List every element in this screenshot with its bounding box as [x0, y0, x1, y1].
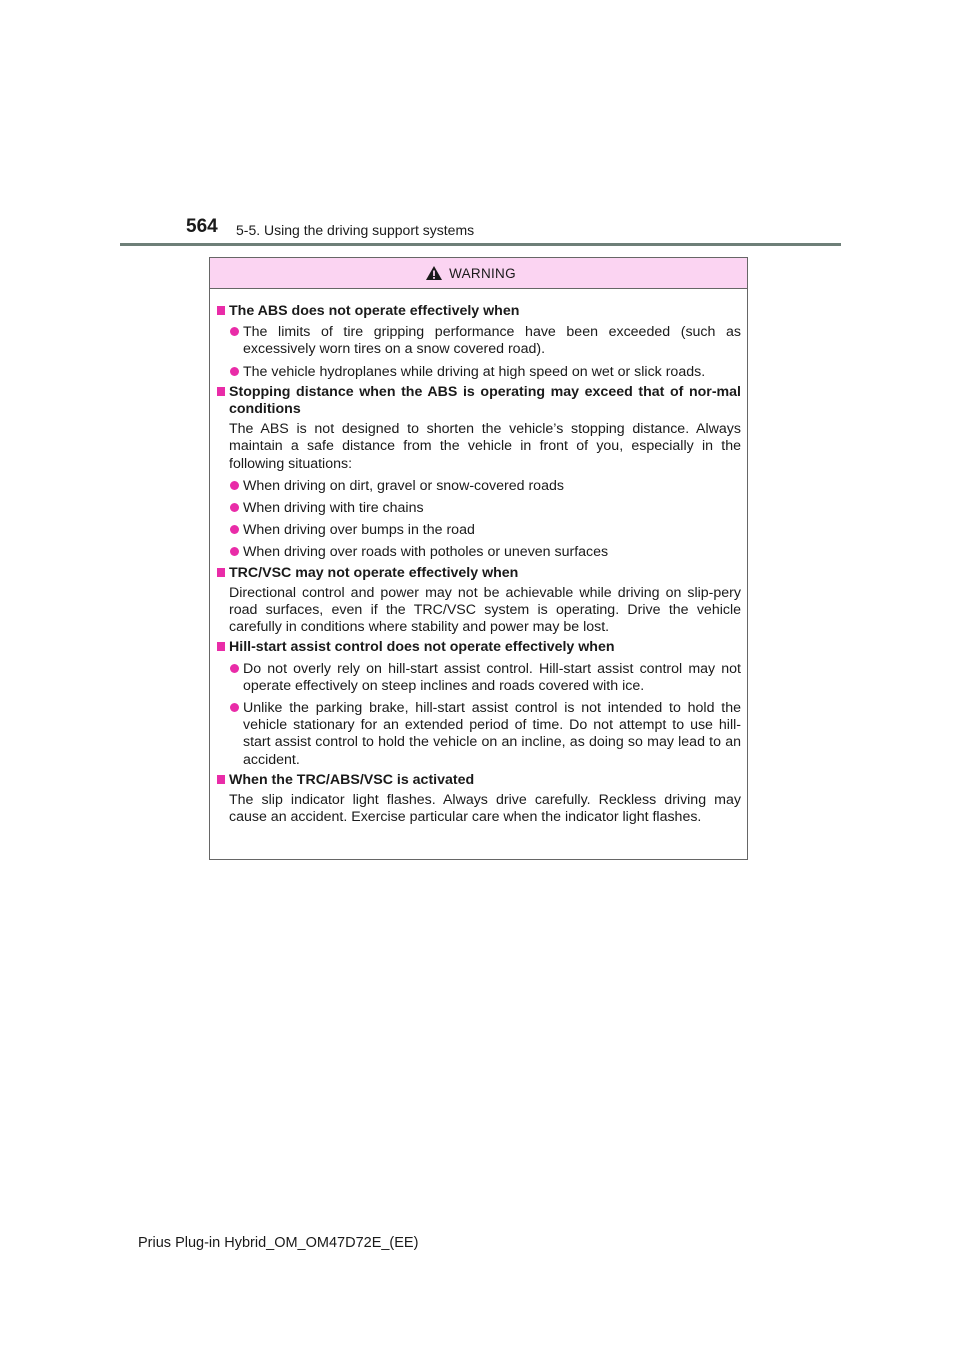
section-heading: Hill-start assist control does not operate effectively when: [217, 639, 741, 656]
circle-bullet-icon: [230, 703, 239, 712]
document-id-footer: Prius Plug-in Hybrid_OM_OM47D72E_(EE): [138, 1235, 419, 1251]
warning-label: WARNING: [449, 265, 516, 281]
warning-box: [209, 257, 748, 860]
list-item: Do not overly rely on hill-start assist control. Hill-start assist control may not operate effectively on steep inclines and roads covered with ice.: [217, 661, 741, 695]
circle-bullet-icon: [230, 525, 239, 534]
section-text: Directional control and power may not be achievable while driving on slip-pery road surfaces, even if the TRC/VSC system is operating. Drive the vehicle carefully in conditions where stability and power may be lost.: [229, 584, 741, 636]
circle-bullet-icon: [230, 664, 239, 673]
section-text: The slip indicator light flashes. Always drive carefully. Reckless driving may cause an accident. Exercise particular care when the indicator light flashes.: [229, 792, 741, 826]
list-item: The limits of tire gripping performance have been exceeded (such as excessively worn tires on a snow covered road).: [217, 324, 741, 358]
circle-bullet-icon: [230, 327, 239, 336]
square-bullet-icon: [217, 387, 225, 396]
list-item: Unlike the parking brake, hill-start assist control is not intended to hold the vehicle stationary for an extended period of time. Do not attempt to use hill-start assist control to hold the vehicle on an incline, as doing so may lead to an accident.: [217, 700, 741, 769]
warning-triangle-icon: [425, 265, 443, 281]
section-text: The ABS is not designed to shorten the vehicle’s stopping distance. Always maintain a safe distance from the vehicle in front of you, especially in the following situations:: [229, 421, 741, 472]
square-bullet-icon: [217, 642, 225, 651]
square-bullet-icon: [217, 568, 225, 577]
circle-bullet-icon: [230, 481, 239, 490]
section-heading: When the TRC/ABS/VSC is activated: [217, 772, 741, 789]
list-item: When driving on dirt, gravel or snow-covered roads: [217, 478, 741, 495]
section-heading: Stopping distance when the ABS is operating may exceed that of nor-mal conditions: [217, 384, 741, 418]
circle-bullet-icon: [230, 367, 239, 376]
circle-bullet-icon: [230, 503, 239, 512]
list-item: When driving over bumps in the road: [217, 522, 741, 539]
section-title: 5-5. Using the driving support systems: [236, 222, 475, 238]
list-item: The vehicle hydroplanes while driving at high speed on wet or slick roads.: [217, 364, 741, 381]
square-bullet-icon: [217, 775, 225, 784]
header-divider: [120, 243, 841, 246]
page-number: 564: [186, 216, 218, 237]
square-bullet-icon: [217, 306, 225, 315]
list-item: When driving with tire chains: [217, 500, 741, 517]
section-heading: The ABS does not operate effectively when: [217, 303, 741, 320]
warning-header: [210, 258, 747, 289]
section-heading: TRC/VSC may not operate effectively when: [217, 565, 741, 582]
list-item: When driving over roads with potholes or uneven surfaces: [217, 544, 741, 561]
circle-bullet-icon: [230, 547, 239, 556]
warning-body: [210, 289, 747, 826]
